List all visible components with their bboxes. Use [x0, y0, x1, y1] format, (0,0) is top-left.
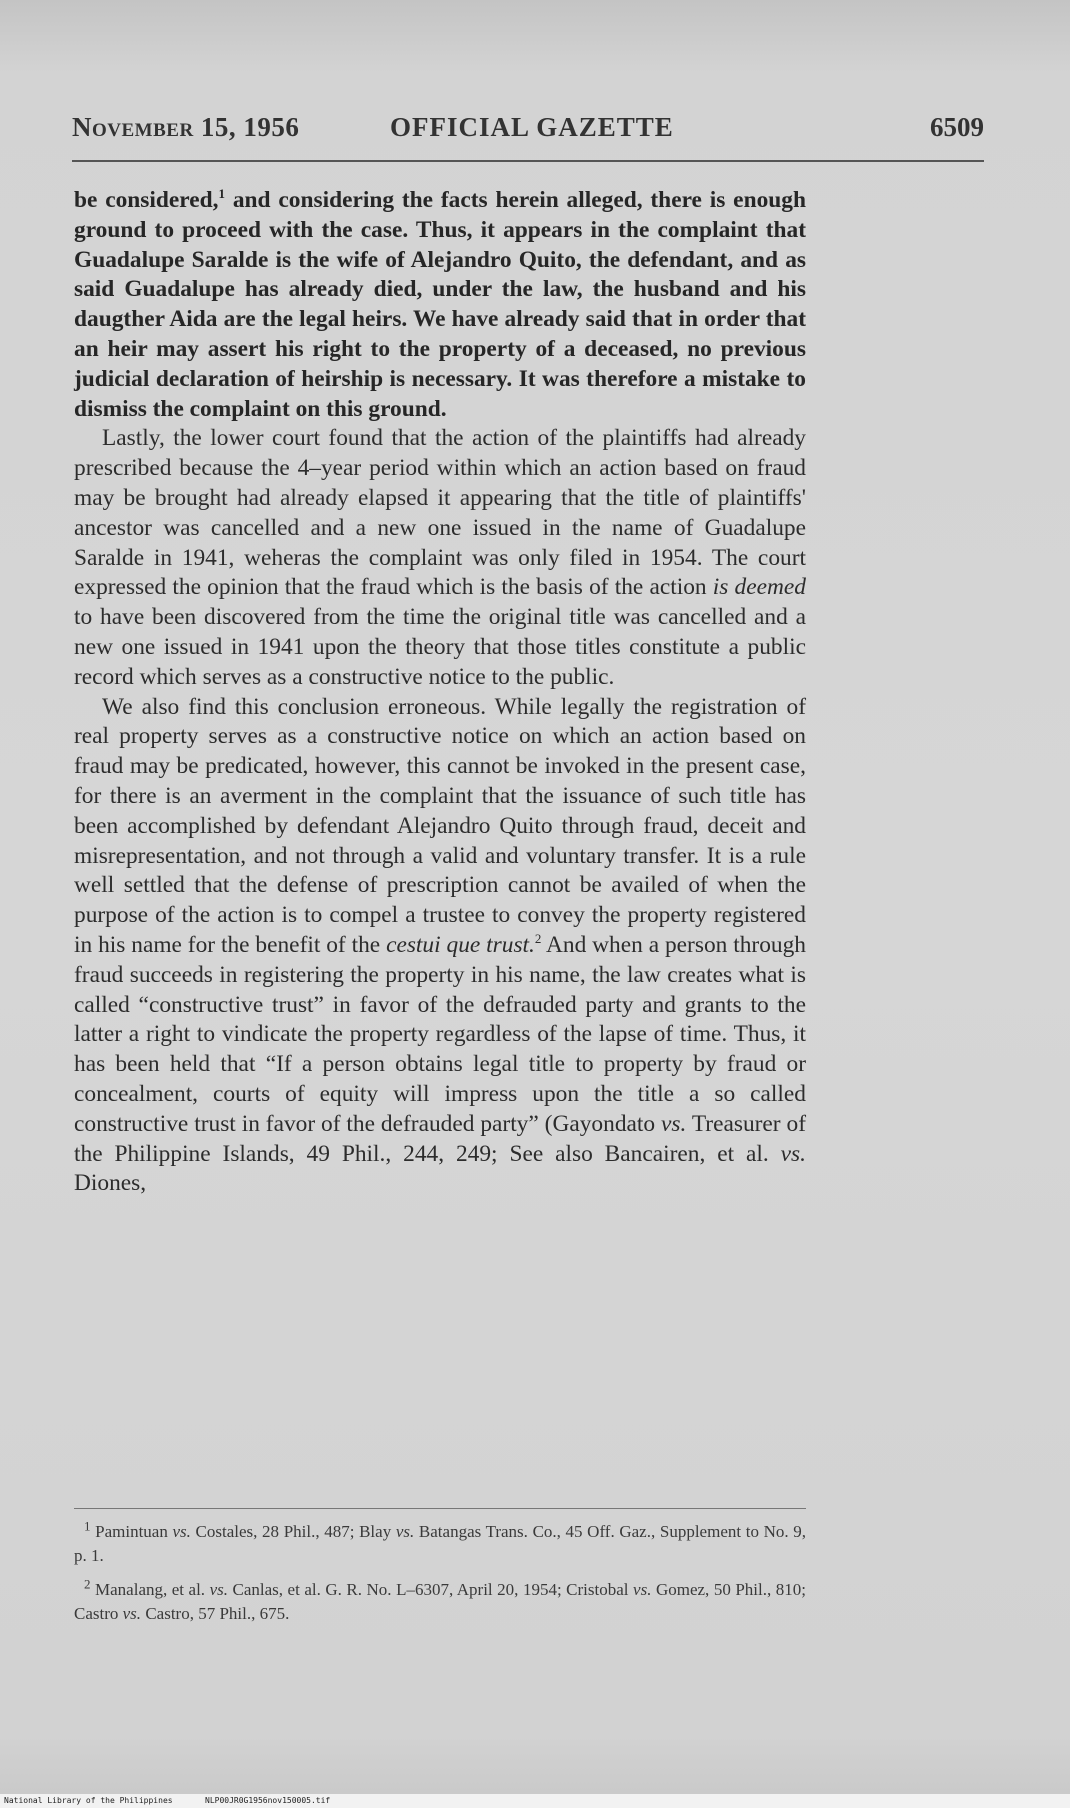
text-run: Castro, 57 Phil., 675. — [141, 1604, 290, 1623]
header-date: November 15, 1956 — [72, 112, 300, 142]
italic-text: is deemed — [712, 574, 806, 601]
footnote-rule — [74, 1508, 806, 1509]
footnote-marker: 1 — [84, 1518, 91, 1534]
page-header — [72, 112, 984, 152]
body-paragraph — [74, 186, 806, 424]
text-run: Gomez, 50 Phil., 810; Castro — [74, 1580, 806, 1623]
italic-text: vs. — [661, 1110, 687, 1137]
footnote — [74, 1578, 806, 1626]
text-run: Batangas Trans. Co., 45 Off. Gaz., Supplement to No. 9, p. 1. — [74, 1522, 806, 1565]
text-run: And when a person through fraud succeeds in registering the property in his name, the law creates what is called “constructive trust” in favor of the defrauded party and grants to the latter a right to vindicate the property regardless of the lapse of time. Thus, it has been held that “If a person obtains legal title to property by fraud or concealment, courts of equity will impress upon the title a so called constructive trust in favor of the defrauded party” (Gayondato — [74, 931, 806, 1137]
body-paragraph — [74, 693, 806, 1200]
text-run: Canlas, et al. G. R. No. L–6307, April 20, 1954; Cristobal — [228, 1580, 634, 1599]
italic-text: vs. — [122, 1604, 142, 1623]
text-run: to have been discovered from the time the original title was cancelled and a new one issued in 1941 upon the theory that those titles constitute a public record which serves as a constructive notice to the public. — [74, 604, 806, 690]
text-run: and considering the facts herein alleged, there is enough ground to proceed with the case. Thus, it appears in the complaint that Guadalupe Saralde is the wife of Alejandro Quito, the defendant, and as said Guadalupe has already died, under the law, the husband and his daugther Aida are the legal heirs. We have already said that in order that an heir may assert his right to the property of a deceased, no previous judicial declaration of heirship is necessary. It was therefore a mistake to dismiss the complaint on this ground. — [74, 187, 806, 422]
italic-text: cestui que trust. — [386, 931, 535, 958]
text-run: be considered, — [74, 187, 219, 213]
scan-footer — [0, 1794, 1070, 1808]
body-text — [74, 186, 806, 1199]
italic-text: vs. — [780, 1140, 806, 1167]
footnotes — [74, 1520, 806, 1636]
body-paragraph — [74, 424, 806, 692]
italic-text: vs. — [172, 1522, 191, 1541]
footnote-marker: 2 — [84, 1576, 91, 1592]
footnote-marker: 1 — [218, 186, 225, 202]
italic-text: vs. — [395, 1522, 415, 1541]
footer-filename: NLP00JR0G1956nov150005.tif — [205, 1796, 331, 1805]
italic-text: vs. — [209, 1580, 228, 1599]
header-rule — [72, 160, 984, 162]
text-run: Diones, — [74, 1170, 147, 1197]
page-number: 6509 — [930, 112, 984, 142]
italic-text: vs. — [633, 1580, 652, 1599]
text-run: We also find this conclusion erroneous. While legally the registration of real property serves as a constructive notice on which an action based on fraud may be predicated, however, this cannot be invoked in the present case, for there is an averment in the complaint that the issuance of such title has been accomplished by defendant Alejandro Quito through fraud, deceit and misrepresentation, and not through a valid and voluntary transfer. It is a rule well settled that the defense of prescription cannot be availed of when the purpose of the action is to compel a trustee to convey the property registered in his name for the benefit of the — [74, 693, 806, 958]
text-run: Lastly, the lower court found that the action of the plaintiffs had already prescribed because the 4–year period within which an action based on fraud may be brought had already elapsed it appearing that the title of plaintiffs' ancestor was cancelled and a new one issued in the name of Guadalupe Saralde in 1941, weheras the complaint was only filed in 1954. The court expressed the opinion that the fraud which is the basis of the action — [74, 425, 806, 601]
text-run: Costales, 28 Phil., 487; Blay — [190, 1522, 396, 1541]
footnote — [74, 1520, 806, 1568]
text-run: Treasurer of the Philippine Islands, 49 Phil., 244, 249; See also Bancairen, et al. — [74, 1110, 806, 1167]
publication-title: OFFICIAL GAZETTE — [390, 112, 674, 142]
footer-library: National Library of the Philippines — [4, 1796, 173, 1805]
text-run: Pamintuan — [90, 1522, 173, 1541]
footnote-marker: 2 — [534, 931, 542, 947]
text-run: Manalang, et al. — [90, 1580, 210, 1599]
